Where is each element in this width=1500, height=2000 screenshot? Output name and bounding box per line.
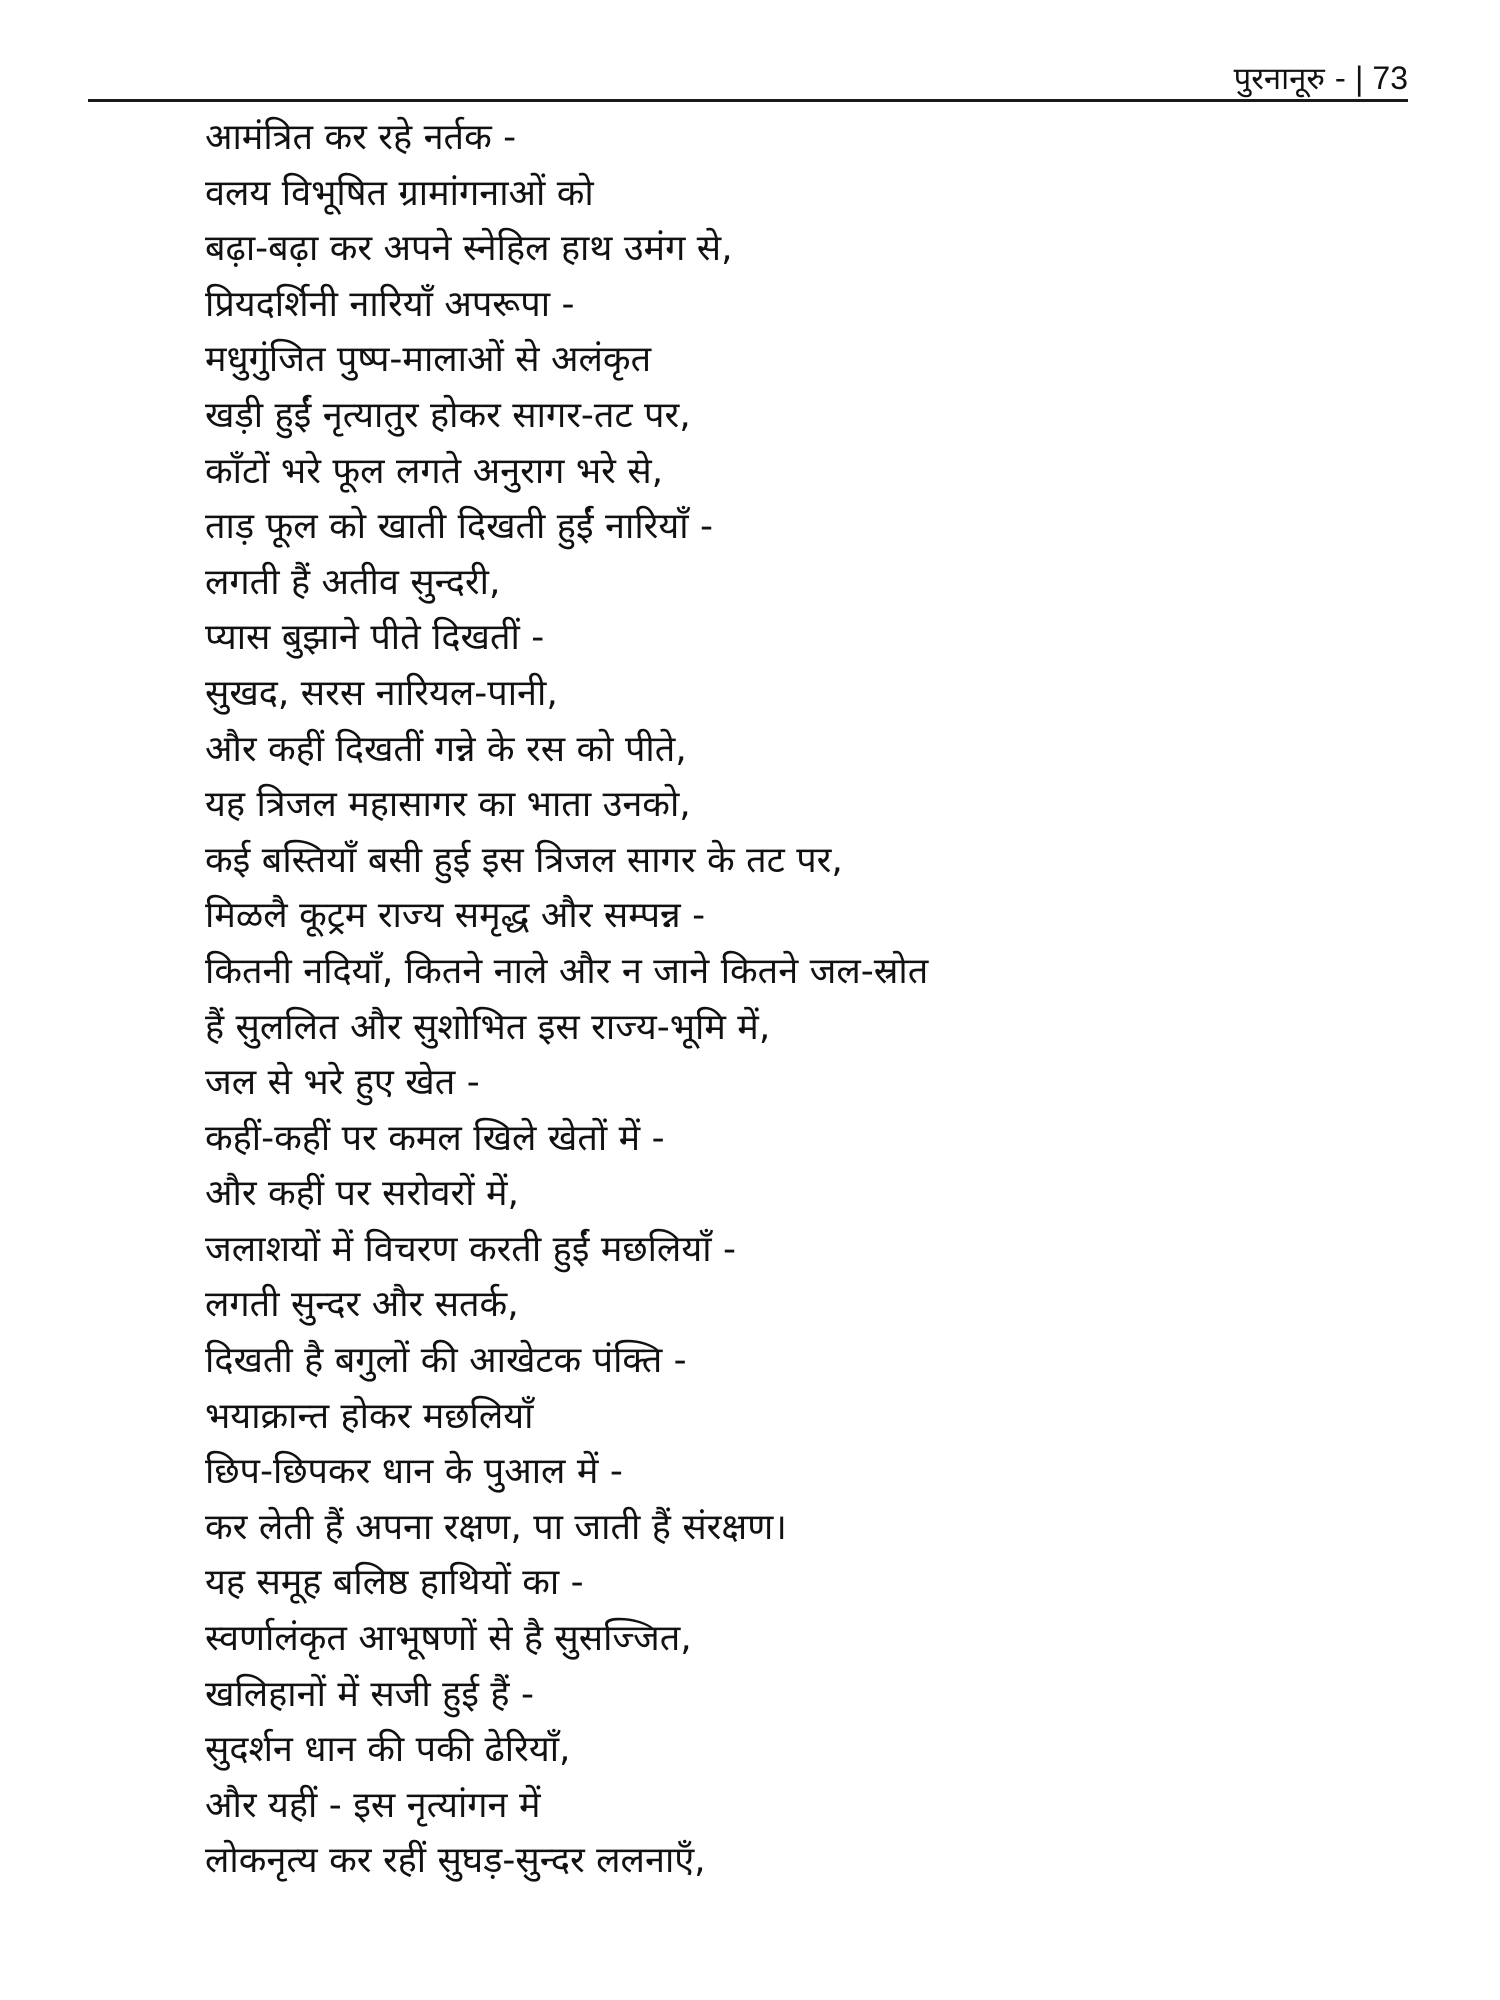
poem-line: सुखद, सरस नारियल-पानी, — [205, 672, 558, 714]
page-number: 73 — [1372, 60, 1408, 96]
poem-line: स्वर्णालंकृत आभूषणों से है सुसज्जित, — [205, 1618, 692, 1660]
running-head — [1234, 60, 1408, 97]
poem-line: और यहीं - इस नृत्यांगन में — [205, 1784, 541, 1826]
poem-line: प्रियदर्शिनी नारियाँ अपरूपा - — [205, 283, 575, 325]
poem-line: लगती सुन्दर और सतर्क, — [205, 1284, 519, 1326]
poem-line: कई बस्तियाँ बसी हुई इस त्रिजल सागर के तट पर, — [205, 839, 843, 881]
poem-line: जल से भरे हुए खेत - — [205, 1062, 480, 1104]
poem-line: हैं सुललित और सुशोभित इस राज्य-भूमि में, — [205, 1006, 771, 1048]
header-separator: | — [1353, 61, 1365, 97]
poem-line: कर लेती हैं अपना रक्षण, पा जाती हैं संरक्षण। — [205, 1506, 787, 1548]
poem-line: काँटों भरे फूल लगते अनुराग भरे से, — [205, 450, 664, 492]
poem-line: खलिहानों में सजी हुई हैं - — [205, 1673, 534, 1715]
poem-line: छिप-छिपकर धान के पुआल में - — [205, 1451, 623, 1493]
poem-line: आमंत्रित कर रहे नर्तक - — [205, 117, 517, 158]
poem-line: ताड़ फूल को खाती दिखती हुईं नारियाँ - — [205, 506, 714, 548]
poem-line: वलय विभूषित ग्रामांगनाओं को — [205, 172, 594, 214]
poem-line: भयाक्रान्त होकर मछलियाँ — [205, 1395, 534, 1437]
poem-line: बढ़ा-बढ़ा कर अपने स्नेहिल हाथ उमंग से, — [205, 228, 733, 270]
poem-line: जलाशयों में विचरण करती हुईं मछलियाँ - — [205, 1228, 736, 1270]
page-header — [88, 40, 1408, 102]
poem-text — [205, 110, 928, 1889]
poem-line: कितनी नदियाँ, कितने नाले और न जाने कितने जल-स्रोत — [205, 950, 929, 992]
poem-line: मिळलै कूट्रम राज्य समृद्ध और सम्पन्न - — [205, 895, 706, 937]
poem-line: यह त्रिजल महासागर का भाता उनको, — [205, 784, 691, 826]
poem-line: खड़ी हुईं नृत्यातुर होकर सागर-तट पर, — [205, 394, 691, 436]
poem-line: कहीं-कहीं पर कमल खिले खेतों में - — [205, 1117, 665, 1159]
poem-line: लगती हैं अतीव सुन्दरी, — [205, 561, 501, 603]
poem-line: सुदर्शन धान की पकी ढेरियाँ, — [205, 1729, 571, 1771]
poem-line: और कहीं दिखतीं गन्ने के रस को पीते, — [205, 728, 687, 770]
poem-line: लोकनृत्य कर रहीं सुघड़-सुन्दर ललनाएँ, — [205, 1840, 706, 1882]
poem-line: यह समूह बलिष्ठ हाथियों का - — [205, 1562, 584, 1604]
poem-line: और कहीं पर सरोवरों में, — [205, 1173, 520, 1215]
poem-line: दिखती है बगुलों की आखेटक पंक्ति - — [205, 1340, 687, 1382]
poem-line: मधुगुंजित पुष्प-मालाओं से अलंकृत — [205, 339, 652, 381]
book-title: पुरनानूरु - — [1233, 61, 1346, 97]
poem-line: प्यास बुझाने पीते दिखतीं - — [205, 617, 545, 659]
